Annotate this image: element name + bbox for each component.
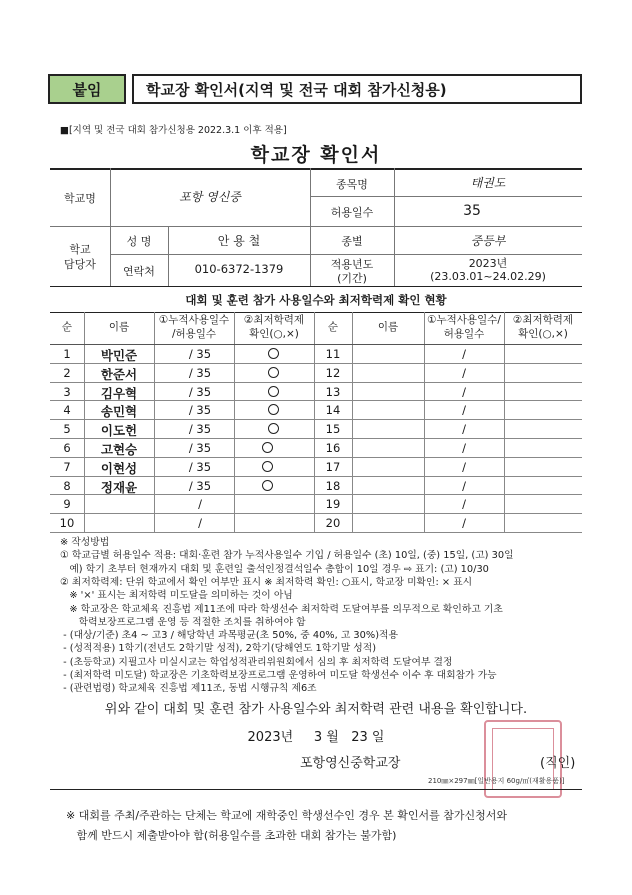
days-used: / (462, 441, 466, 455)
period-value: (23.03.01~24.02.29) (430, 270, 546, 283)
days-used: / 35 (188, 459, 212, 474)
col-header-days: ①누적사용일수 (158, 314, 230, 326)
allowed-days-label: 허용일수 (330, 206, 374, 219)
row-number: 6 (63, 441, 71, 455)
event-label: 종목명 (336, 178, 368, 191)
days-used: / (462, 516, 466, 531)
row-number: 12 (325, 365, 341, 380)
info-bottom-border (50, 286, 582, 287)
name-label: 성 명 (126, 235, 152, 248)
table-row-divider (50, 513, 582, 514)
header-title: 학교장 확인서(지역 및 전국 대회 참가신청용) (132, 74, 582, 104)
col-header-name: 이름 (108, 321, 130, 333)
row-number: 14 (325, 403, 341, 418)
days-used: / (462, 384, 466, 399)
row-number: 16 (325, 441, 341, 455)
row-number: 13 (325, 384, 341, 399)
instruction-line: - (성적적용) 1학기(전년도 2학기말 성적), 2학기(당해연도 1학기말 성적) (60, 643, 377, 655)
attachment-badge: 붙임 (48, 74, 126, 104)
footer-divider (50, 789, 582, 790)
min-achievement-mark (262, 442, 273, 453)
instruction-line: - (관련법령) 학교체육 진흥법 제11조, 동법 시행규칙 제6조 (60, 683, 317, 695)
category-label: 종별 (341, 235, 363, 248)
col-header-min: ②최저학력제 (512, 314, 574, 326)
row-number: 9 (63, 497, 71, 512)
col-header-no: 순 (61, 321, 73, 333)
days-used: / 35 (188, 347, 212, 361)
days-used: / (462, 347, 466, 361)
row-number: 8 (63, 478, 71, 493)
days-used: / (462, 459, 466, 474)
row-number: 11 (325, 347, 341, 361)
row-number: 1 (63, 347, 71, 361)
row-number: 4 (63, 403, 71, 418)
date-day: 23 일 (351, 730, 385, 745)
col-header-days: /허용일수 (171, 328, 217, 340)
instruction-line: ② 최저학력제: 단위 학교에서 확인 여부만 표시 ※ 최저학력 확인: ○표시, 학교장 미확인: × 표시 (60, 576, 473, 588)
student-name: 이현성 (100, 460, 138, 476)
instruction-line: 예) 학기 초부터 현재까지 대회 및 훈련일 출석인정결석일수 총합이 10일 경우 ⇨ 표기: (고) 10/30 (60, 563, 489, 575)
row-number: 17 (325, 459, 341, 474)
min-achievement-mark (262, 480, 273, 491)
row-number: 20 (325, 516, 341, 531)
table-row-divider (50, 532, 582, 533)
event-value: 태권도 (470, 176, 506, 190)
instruction-line: - (최저학력 미도달) 학교장은 기초학력보장프로그램 운영하여 미도달 학생선수 이수 후 대회참가 가능 (60, 670, 497, 681)
days-used: / 35 (188, 441, 212, 455)
allowed-days-value: 35 (463, 203, 481, 219)
min-achievement-mark (268, 404, 279, 415)
table-title: 대회 및 훈련 참가 사용일수와 최저학력제 확인 현황 (185, 293, 447, 307)
info-top-border (50, 168, 582, 170)
row-number: 7 (63, 459, 71, 474)
table-top-border (50, 312, 582, 313)
student-name: 한준서 (100, 366, 138, 382)
student-name: 이도헌 (100, 423, 138, 439)
student-name: 정재윤 (100, 479, 138, 495)
year-value: 2023년 (468, 257, 508, 270)
col-header-no: 순 (327, 321, 339, 333)
instruction-line: - (대상/기준) 초4 ~ 고3 / 해당학년 과목평균(초 50%, 중 40%, 고 30%)적용 (60, 630, 398, 642)
row-number: 15 (325, 422, 341, 437)
student-name: 김우혁 (100, 385, 138, 401)
contact-value: 010-6372-1379 (194, 262, 284, 276)
table-row-divider (50, 344, 582, 345)
student-name: 송민혁 (100, 404, 138, 420)
info-divider (50, 226, 582, 227)
days-used: / 35 (188, 422, 212, 437)
min-achievement-mark (268, 423, 279, 434)
manager-label: 학교 (69, 243, 91, 256)
days-used: / (462, 365, 466, 380)
days-used: / (462, 403, 466, 418)
year-label: 적용년도 (330, 258, 374, 271)
paper-size-note: 210㎜×297㎜[일반용지 60g/㎡(재활용품)] (428, 777, 565, 785)
table-col-divider (352, 312, 353, 532)
row-number: 18 (325, 478, 341, 493)
days-used: / 35 (188, 365, 212, 380)
instruction-line: ※ 학교장은 학교체육 진흥법 제11조에 따라 학생선수 최저학력 도달여부를 의무적으로 확인하고 기초 (60, 603, 503, 615)
days-used: / 35 (188, 403, 212, 418)
row-number: 19 (325, 497, 341, 512)
row-number: 10 (59, 516, 75, 531)
date-year: 2023년 (247, 730, 294, 745)
seal-label: (직인) (540, 756, 576, 771)
min-achievement-mark (262, 461, 273, 472)
col-header-days: 허용일수 (443, 328, 485, 340)
col-header-min: 확인(○,×) (518, 328, 568, 340)
footer-line: 함께 반드시 제출받아야 함(허용일수를 초과한 대회 참가는 불가함) (66, 829, 397, 842)
table-col-divider (154, 312, 155, 532)
instruction-line: ※ 작성방법 (60, 537, 110, 548)
manager-name: 안 용 철 (217, 234, 261, 248)
principal-name: 포항영신중학교장 (300, 756, 401, 771)
row-number: 3 (63, 384, 71, 399)
col-header-min: 확인(○,×) (249, 328, 299, 340)
days-used: / (462, 497, 466, 512)
days-used: / (462, 478, 466, 493)
col-header-min: ②최저학력제 (243, 314, 305, 326)
student-name: 박민준 (100, 348, 138, 363)
days-used: / (198, 497, 202, 512)
days-used: / (198, 516, 202, 531)
min-achievement-mark (268, 348, 279, 359)
footer-line: ※ 대회를 주최/주관하는 단체는 학교에 재학중인 학생선수인 경우 본 확인서를 참가신청서와 (66, 809, 508, 822)
days-used: / 35 (188, 478, 212, 493)
min-achievement-mark (268, 386, 279, 397)
instruction-line: - (초등학교) 지필고사 미실시교는 학업성적관리위원회에서 심의 후 최저학력 도달여부 결정 (60, 656, 453, 668)
document-title: 학교장 확인서 (250, 144, 382, 166)
school-value: 포항 영신중 (179, 190, 241, 204)
footer-note (66, 806, 507, 846)
info-divider (310, 196, 582, 197)
days-used: / (462, 422, 466, 437)
row-number: 5 (63, 422, 71, 437)
min-achievement-mark (268, 367, 279, 378)
contact-label: 연락처 (123, 265, 155, 278)
days-used: / 35 (188, 384, 212, 399)
instruction-line: 학력보장프로그램 운영 등 적절한 조치를 취하여야 함 (60, 616, 306, 628)
manager-label: 담당자 (64, 258, 96, 271)
date-month: 3 월 (313, 730, 339, 745)
col-header-name: 이름 (377, 321, 399, 333)
period-label: (기간) (337, 272, 367, 285)
confirmation-statement: 위와 같이 대회 및 훈련 참가 사용일수와 최저학력 관련 내용을 확인합니다. (104, 702, 528, 717)
instruction-line: ※ '×' 표시는 최저학력 미도달을 의미하는 것이 아님 (60, 590, 293, 602)
row-number: 2 (63, 365, 71, 380)
category-value: 중등부 (470, 234, 506, 248)
instruction-line: ① 학교급별 허용일수 적용: 대회·훈련 참가 누적사용일수 기입 / 허용일수 (초) 10일, (중) 15일, (고) 30일 (60, 550, 514, 562)
school-label: 학교명 (64, 192, 96, 205)
col-header-days: ①누적사용일수/ (427, 314, 501, 326)
table-col-divider (504, 312, 505, 532)
student-name: 고현승 (100, 442, 138, 457)
applicable-note: ■[지역 및 전국 대회 참가신청용 2022.3.1 이후 적용] (60, 125, 287, 136)
